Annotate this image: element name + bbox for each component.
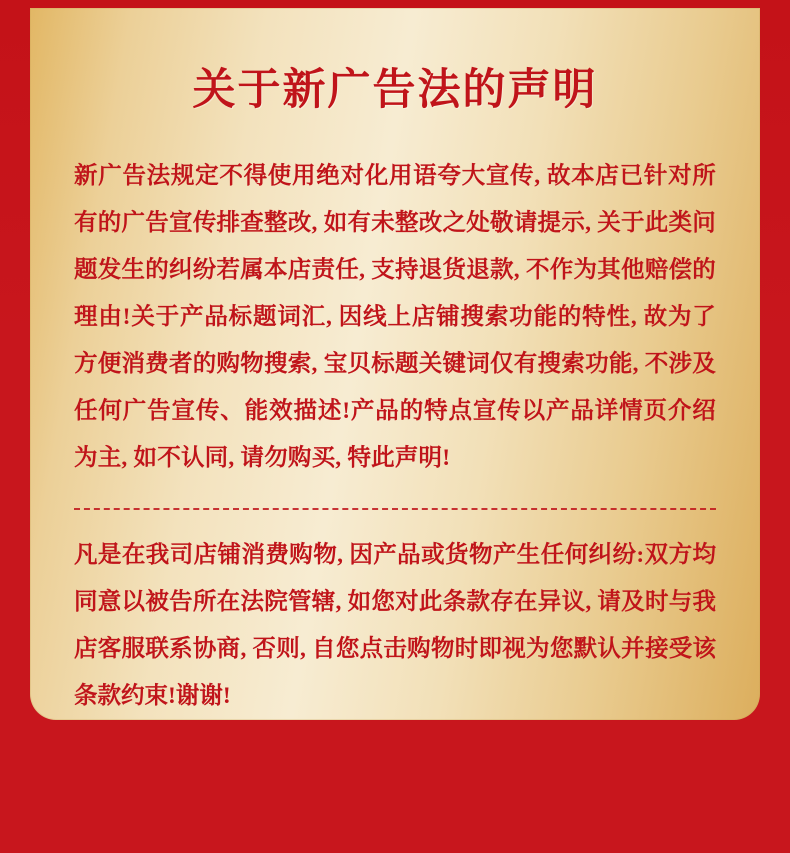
page-title: 关于新广告法的声明 — [192, 67, 598, 114]
statement-paragraph-1: 新广告法规定不得使用绝对化用语夸大宣传, 故本店已针对所有的广告宣传排查整改, 如有未整改之处敬请提示, 关于此类问题发生的纠纷若属本店责任, 支持退货退款, 不作为其他赔偿的理由!关于产品标题词汇, 因线上店铺搜索功能的特性, 故为了方便消费者的购物搜索, 宝贝标题关键词仅有搜索功能, 不涉及任何广告宣传、能效描述!产品的特点宣传以产品详情页介绍为主, 如不认同, 请勿购买, 特此声明! — [74, 163, 716, 471]
dashed-divider — [74, 508, 716, 510]
statement-paragraph-2: 凡是在我司店铺消费购物, 因产品或货物产生任何纠纷:双方均同意以被告所在法院管辖, 如您对此条款存在异议, 请及时与我店客服联系协商, 否则, 自您点击购物时即视为您默认并接受该条款约束!谢谢! — [74, 542, 716, 709]
statement-card — [30, 8, 760, 720]
statement-body — [74, 153, 716, 720]
footer-band — [0, 720, 790, 853]
